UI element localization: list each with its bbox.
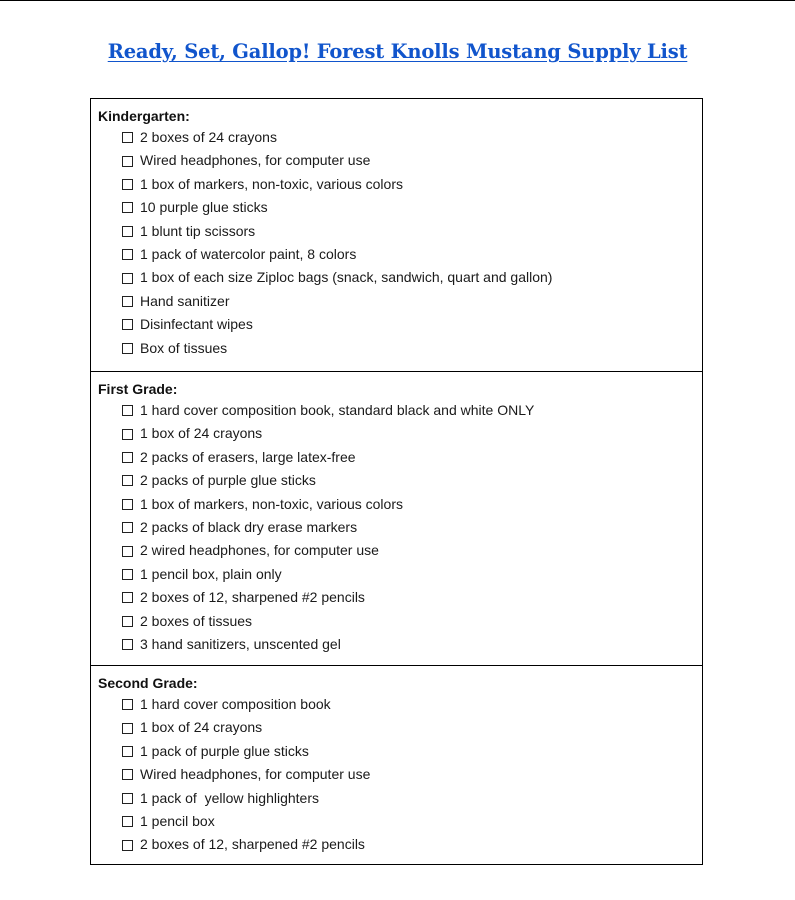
supply-items <box>98 399 702 656</box>
checkbox-icon[interactable] <box>122 616 133 627</box>
list-item <box>122 787 702 810</box>
item-label: Hand sanitizer <box>140 292 230 309</box>
list-item <box>122 149 702 172</box>
checkbox-icon[interactable] <box>122 132 133 143</box>
checkbox-icon[interactable] <box>122 723 133 734</box>
checkbox-icon[interactable] <box>122 249 133 260</box>
page-top-rule <box>0 0 795 1</box>
item-label: 1 pencil box, plain only <box>140 565 282 582</box>
document-title-link[interactable]: Ready, Set, Gallop! Forest Knolls Mustang Supply List <box>107 40 688 63</box>
item-label: 1 blunt tip scissors <box>140 222 256 239</box>
checkbox-icon[interactable] <box>122 452 133 463</box>
item-label: 2 packs of erasers, large latex-free <box>140 448 356 465</box>
item-label: 1 pack of yellow highlighters <box>140 789 319 806</box>
checkbox-icon[interactable] <box>122 499 133 510</box>
supply-items <box>98 126 702 360</box>
item-label: 2 packs of black dry erase markers <box>140 518 358 535</box>
list-item <box>122 422 702 445</box>
list-item <box>122 763 702 786</box>
item-label: 2 boxes of tissues <box>140 612 253 629</box>
supply-items <box>98 693 702 857</box>
list-item <box>122 399 702 422</box>
item-label: 1 pencil box <box>140 812 215 829</box>
list-item <box>122 610 702 633</box>
grade-section-second-grade <box>91 665 702 864</box>
list-item <box>122 243 702 266</box>
item-label: 1 hard cover composition book <box>140 696 331 712</box>
item-label: 10 purple glue sticks <box>140 199 268 216</box>
item-label: Wired headphones, for computer use <box>140 766 371 783</box>
checkbox-icon[interactable] <box>122 522 133 533</box>
list-item <box>122 740 702 763</box>
item-label: Box of tissues <box>140 339 228 356</box>
list-item <box>122 563 702 586</box>
checkbox-icon[interactable] <box>122 769 133 780</box>
item-label: 2 packs of purple glue sticks <box>140 472 316 489</box>
grade-heading: First Grade: <box>98 381 178 397</box>
item-label: 1 pack of purple glue sticks <box>140 742 309 759</box>
item-label: Wired headphones, for computer use <box>140 152 371 169</box>
item-label: 2 boxes of 12, sharpened #2 pencils <box>140 836 365 853</box>
list-item <box>122 516 702 539</box>
list-item <box>122 833 702 856</box>
item-label: 2 wired headphones, for computer use <box>140 542 379 559</box>
list-item <box>122 539 702 562</box>
checkbox-icon[interactable] <box>122 840 133 851</box>
grade-heading: Kindergarten: <box>98 108 190 124</box>
item-label: 3 hand sanitizers, unscented gel <box>140 635 341 652</box>
checkbox-icon[interactable] <box>122 639 133 650</box>
list-item <box>122 290 702 313</box>
list-item <box>122 126 702 149</box>
checkbox-icon[interactable] <box>122 179 133 190</box>
list-item <box>122 493 702 516</box>
checkbox-icon[interactable] <box>122 793 133 804</box>
list-item <box>122 633 702 656</box>
item-label: 2 boxes of 12, sharpened #2 pencils <box>140 589 365 606</box>
item-label: 1 box of 24 crayons <box>140 719 263 736</box>
grade-heading: Second Grade: <box>98 675 198 691</box>
list-item <box>122 810 702 833</box>
item-label: 1 box of 24 crayons <box>140 425 263 442</box>
list-item <box>122 266 702 289</box>
item-label: 2 boxes of 24 crayons <box>140 129 277 145</box>
grade-section-kindergarten <box>91 99 702 371</box>
grade-section-first-grade <box>91 371 702 665</box>
checkbox-icon[interactable] <box>122 296 133 307</box>
item-label: 1 pack of watercolor paint, 8 colors <box>140 245 357 262</box>
checkbox-icon[interactable] <box>122 592 133 603</box>
checkbox-icon[interactable] <box>122 273 133 284</box>
list-item <box>122 469 702 492</box>
item-label: 1 box of markers, non-toxic, various colors <box>140 495 403 512</box>
list-item <box>122 716 702 739</box>
list-item <box>122 196 702 219</box>
checkbox-icon[interactable] <box>122 343 133 354</box>
checkbox-icon[interactable] <box>122 546 133 557</box>
checkbox-icon[interactable] <box>122 202 133 213</box>
checkbox-icon[interactable] <box>122 156 133 167</box>
checkbox-icon[interactable] <box>122 475 133 486</box>
item-label: Disinfectant wipes <box>140 316 253 333</box>
checkbox-icon[interactable] <box>122 746 133 757</box>
item-label: 1 hard cover composition book, standard black and white ONLY <box>140 402 535 418</box>
checkbox-icon[interactable] <box>122 699 133 710</box>
checkbox-icon[interactable] <box>122 405 133 416</box>
list-item <box>122 337 702 360</box>
list-item <box>122 693 702 716</box>
list-item <box>122 173 702 196</box>
list-item <box>122 446 702 469</box>
checkbox-icon[interactable] <box>122 226 133 237</box>
checkbox-icon[interactable] <box>122 429 133 440</box>
checkbox-icon[interactable] <box>122 319 133 330</box>
list-item <box>122 586 702 609</box>
checkbox-icon[interactable] <box>122 569 133 580</box>
supply-list-table <box>90 98 703 865</box>
item-label: 1 box of markers, non-toxic, various colors <box>140 175 403 192</box>
list-item <box>122 313 702 336</box>
list-item <box>122 220 702 243</box>
checkbox-icon[interactable] <box>122 816 133 827</box>
item-label: 1 box of each size Ziploc bags (snack, sandwich, quart and gallon) <box>140 269 553 286</box>
